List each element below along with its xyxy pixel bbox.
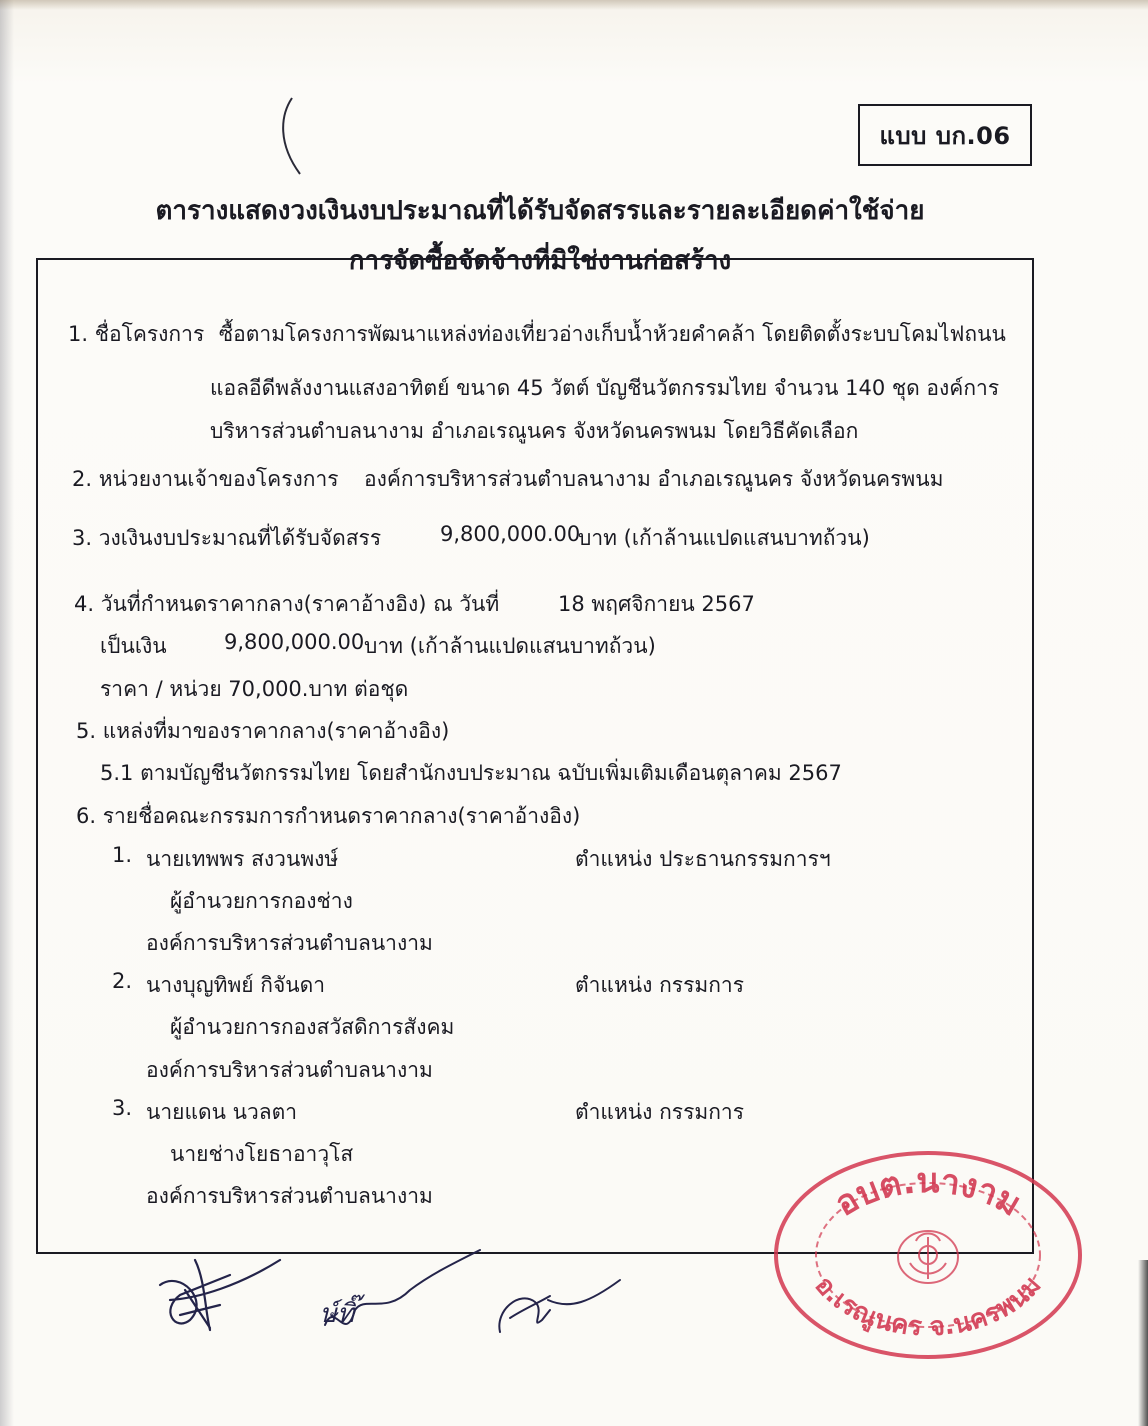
item1-text-line3: บริหารส่วนตำบลนางาม อำเภอเรณูนคร จังหวัดนครพนม โดยวิธีคัดเลือก xyxy=(210,419,859,443)
member-role: ตำแหน่ง ประธานกรรมการฯ xyxy=(575,847,831,871)
scan-edge-shadow xyxy=(0,0,14,1426)
member-title: ผู้อำนวยการกองช่าง xyxy=(170,889,353,913)
item6-label: 6. รายชื่อคณะกรรมการกำหนดราคากลาง(ราคาอ้างอิง) xyxy=(76,804,581,828)
item5-sub: 5.1 ตามบัญชีนวัตกรรมไทย โดยสำนักงบประมาณ ฉบับเพิ่มเติมเดือนตุลาคม 2567 xyxy=(100,761,842,785)
seal-emblem xyxy=(898,1231,958,1283)
item4-date: 18 พฤศจิกายน 2567 xyxy=(558,592,755,616)
document-title: ตารางแสดงวงเงินงบประมาณที่ได้รับจัดสรรและรายละเอียดค่าใช้จ่าย xyxy=(155,196,925,226)
item4-unit-price: ราคา / หน่วย 70,000.บาท ต่อชุด xyxy=(100,677,409,701)
member-number: 1. xyxy=(112,843,133,867)
member-role: ตำแหน่ง กรรมการ xyxy=(575,973,744,997)
item4-label: 4. วันที่กำหนดราคากลาง(ราคาอ้างอิง) ณ วันที่ xyxy=(74,592,500,616)
seal-bottom-text-path xyxy=(809,1271,1048,1343)
scan-top-edge xyxy=(0,0,1148,10)
item1-label: 1. ชื่อโครงการ xyxy=(68,322,205,346)
item4-amount-text: บาท (เก้าล้านแปดแสนบาทถ้วน) xyxy=(364,634,656,658)
document-subtitle: การจัดซื้อจัดจ้างที่มิใช่งานก่อสร้าง xyxy=(348,246,732,276)
item3-amount: 9,800,000.00 xyxy=(440,522,581,546)
item5-label: 5. แหล่งที่มาของราคากลาง(ราคาอ้างอิง) xyxy=(76,719,450,743)
seal-bottom-text: อ.เรณูนคร จ.นครพนม xyxy=(808,1270,1048,1343)
member-name: นายเทพพร สงวนพงษ์ xyxy=(146,847,339,871)
form-code: แบบ บก.06 xyxy=(879,121,1011,150)
form-code-box xyxy=(858,104,1032,166)
item2-value: องค์การบริหารส่วนตำบลนางาม อำเภอเรณูนคร จังหวัดนครพนม xyxy=(364,467,944,491)
item1-text-line1: ซื้อตามโครงการพัฒนาแหล่งท่องเที่ยวอ่างเก็บน้ำห้วยคำคล้า โดยติดตั้งระบบโคมไฟถนน xyxy=(218,322,1006,346)
item2-label: 2. หน่วยงานเจ้าของโครงการ xyxy=(72,467,339,491)
item1-text-line2: แอลอีดีพลังงานแสงอาทิตย์ ขนาด 45 วัตต์ บัญชีนวัตกรรมไทย จำนวน 140 ชุด องค์การ xyxy=(210,376,1000,400)
member-org: องค์การบริหารส่วนตำบลนางาม xyxy=(146,1184,433,1208)
member-number: 3. xyxy=(112,1096,133,1120)
scan-right-edge xyxy=(1138,1260,1148,1426)
signature-1 xyxy=(160,1260,280,1330)
seal-top-text-path xyxy=(828,1161,1027,1224)
pen-mark xyxy=(270,92,310,182)
member-title: ผู้อำนวยการกองสวัสดิการสังคม xyxy=(170,1015,455,1039)
item1-line xyxy=(68,318,1006,351)
item4-amount: 9,800,000.00 xyxy=(224,630,365,654)
signature-3 xyxy=(499,1280,620,1332)
member-name: นางบุญทิพย์ กิจันดา xyxy=(146,973,326,997)
signature-2-text: ษ์ทิ๊ xyxy=(320,1299,355,1329)
item3-label: 3. วงเงินงบประมาณที่ได้รับจัดสรร xyxy=(72,526,382,550)
signatures xyxy=(150,1240,650,1360)
official-seal xyxy=(768,1145,1088,1365)
member-org: องค์การบริหารส่วนตำบลนางาม xyxy=(146,931,433,955)
signature-2 xyxy=(320,1250,480,1329)
item3-amount-text: บาท (เก้าล้านแปดแสนบาทถ้วน) xyxy=(578,526,870,550)
item4-amount-label: เป็นเงิน xyxy=(100,634,167,658)
member-number: 2. xyxy=(112,969,133,993)
member-org: องค์การบริหารส่วนตำบลนางาม xyxy=(146,1058,433,1082)
member-name: นายแดน นวลตา xyxy=(146,1100,298,1124)
seal-top-text: อบต.นางาม xyxy=(828,1161,1028,1225)
member-title: นายช่างโยธาอาวุโส xyxy=(170,1142,354,1166)
member-role: ตำแหน่ง กรรมการ xyxy=(575,1100,744,1124)
